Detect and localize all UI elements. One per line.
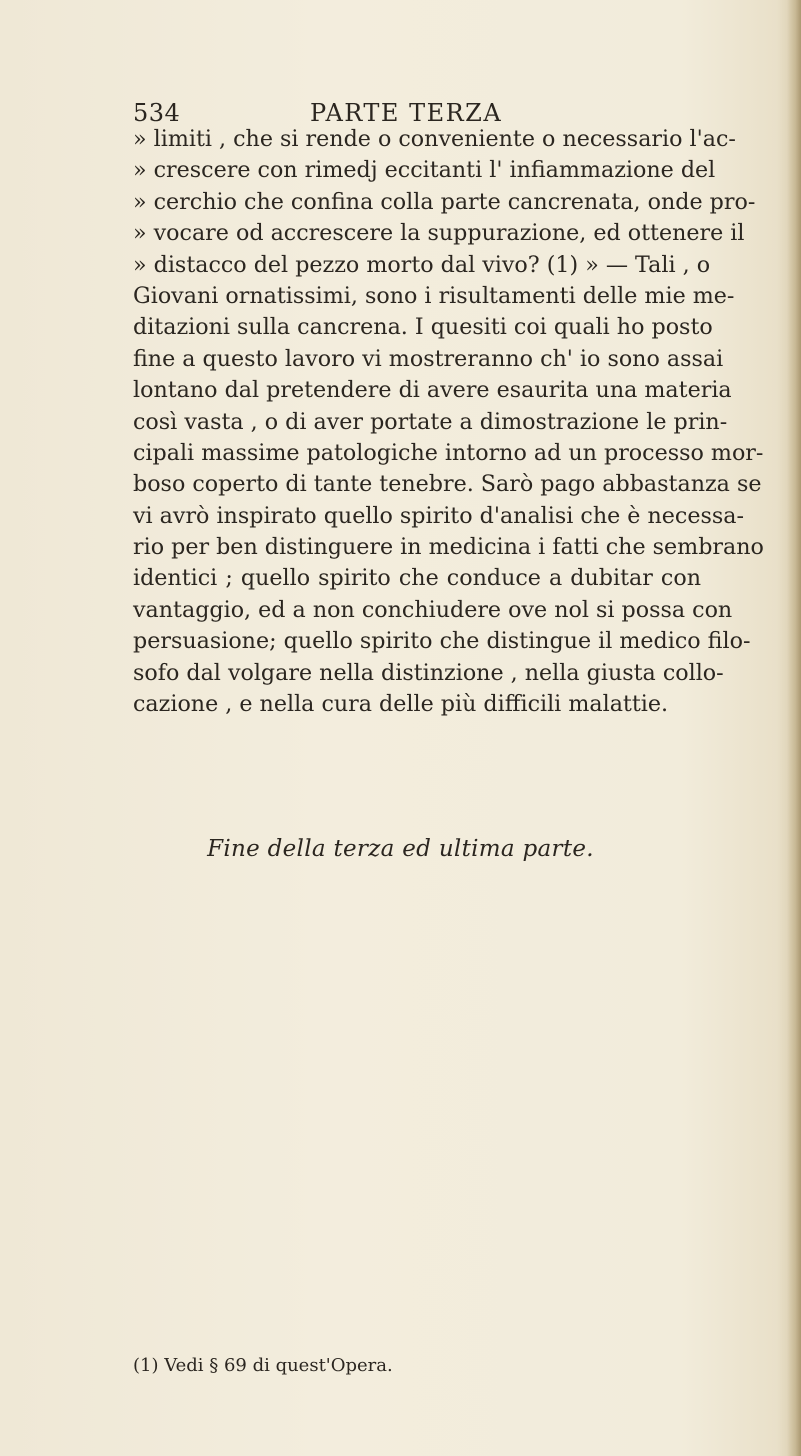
text-line: persuasione; quello spirito che distingue il medico filo- — [133, 628, 751, 655]
footnote: (1) Vedi § 69 di quest'Opera. — [133, 1355, 393, 1376]
text-line: ditazioni sulla cancrena. I quesiti coi quali ho posto — [133, 314, 713, 341]
text-line: » limiti , che si rende o conveniente o necessario l'ac- — [133, 126, 736, 152]
text-line: » crescere con rimedj eccitanti l' infiammazione del — [133, 157, 716, 184]
page-number: 534 — [133, 99, 181, 127]
page-edge-shadow — [787, 0, 801, 1456]
text-line: Giovani ornatissimi, sono i risultamenti delle mie me- — [133, 282, 735, 309]
text-line: così vasta , o di aver portate a dimostrazione le prin- — [133, 408, 728, 435]
body-text — [133, 124, 764, 720]
text-line: fine a questo lavoro vi mostreranno ch' io sono assai — [133, 345, 724, 372]
running-title: PARTE TERZA — [310, 99, 503, 127]
text-line: rio per ben distinguere in medicina i fatti che sembrano — [133, 534, 764, 561]
text-line: cazione , e nella cura delle più difficili malattie. — [133, 691, 669, 718]
end-note: Fine della terza ed ultima parte. — [207, 836, 594, 862]
text-line: vi avrò inspirato quello spirito d'analisi che è necessa- — [133, 502, 744, 529]
text-line: lontano dal pretendere di avere esaurita una materia — [133, 377, 732, 404]
text-line: » cerchio che confina colla parte cancrenata, onde pro- — [133, 188, 756, 215]
text-line: » distacco del pezzo morto dal vivo? (1) » — Tali , o — [133, 251, 711, 278]
text-line: » vocare od accrescere la suppurazione, ed ottenere il — [133, 220, 745, 247]
text-line: sofo dal volgare nella distinzione , nella giusta collo- — [133, 659, 724, 686]
text-line: cipali massime patologiche intorno ad un processo mor- — [133, 439, 764, 466]
text-line: boso coperto di tante tenebre. Sarò pago abbastanza se — [133, 471, 762, 498]
text-line: vantaggio, ed a non conchiudere ove nol si possa con — [133, 596, 733, 623]
text-line: identici ; quello spirito che conduce a dubitar con — [133, 565, 701, 592]
